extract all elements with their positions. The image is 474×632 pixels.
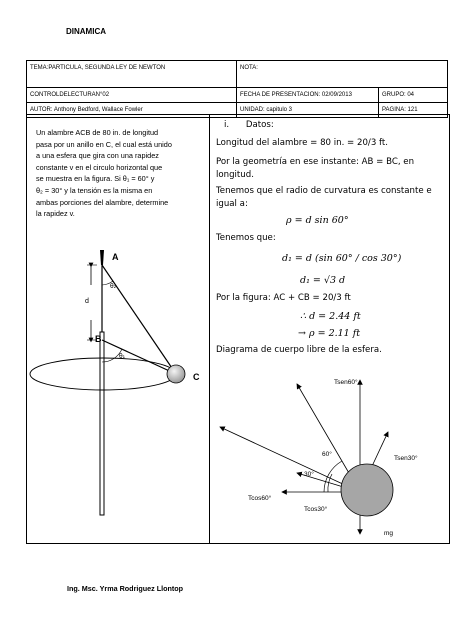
label-mg: mg [384,530,394,537]
fbd-caption: Diagrama de cuerpo libre de la esfera. [216,345,382,355]
label-theta2: θ₂ [110,283,117,290]
vertical-shaft [100,332,104,515]
footer-author: Ing. Msc. Yrma Rodriguez Llontop [67,584,184,593]
figure-sum-line: Por la figura: AC + CB = 20/3 ft [216,293,351,303]
problem-line: se muestra en la figura. Si θ₁ = 60° y [36,174,155,184]
label-d: d [85,298,89,305]
free-body-diagram [212,362,446,540]
unidad-cell: UNIDAD: capitulo 3 [237,103,379,118]
problem-line: pasa por un anillo en C, el cual está unido [36,139,172,149]
label-tcos60: Tcos60° [248,495,272,502]
problem-line: ambas porciones del alambre, determine [36,197,169,207]
label-b: B [95,334,102,344]
sphere-body [341,464,393,516]
geometry-line-2: longitud. [216,170,254,180]
label-theta1: θ₁ [119,353,126,360]
grupo-cell: GRUPO: 04 [379,88,448,103]
equation-d1: d₁ = √3 d [300,275,346,286]
pagina-cell: PAGINA: 121 [379,103,448,118]
label-tcos30: Tcos30° [304,506,328,513]
heading-label: Datos: [245,120,274,130]
label-angle-30: 30° [304,471,314,478]
problem-line: la rapidez v. [36,209,75,219]
control-cell: CONTROLDELECTURAN°02 [27,88,237,103]
tema-cell: TEMA:PARTICULA, SEGUNDA LEY DE NEWTON [27,61,237,88]
fecha-cell: FECHA DE PRESENTACION: 02/09/2013 [237,88,379,103]
tenemos-line: Tenemos que: [216,233,276,243]
header-table [26,60,448,118]
problem-line: a una esfera que gira con una rapidez [36,151,159,161]
nota-cell: NOTA: [237,61,448,88]
tension-30-arrow [220,427,360,492]
rotating-sphere-figure [27,240,207,540]
equation-rho-result: → ρ = 2.11 ft [298,328,361,339]
label-c: C [193,372,200,382]
problem-line: Un alambre ACB de 80 in. de longitud [36,128,159,137]
heading-datos [224,120,274,131]
radius-line-2: igual a: [216,199,248,209]
label-tsen60: Tsen60° [334,379,358,386]
heading-number: i. [224,120,230,130]
equation-rho: ρ = d sin 60° [286,215,349,226]
label-angle-60: 60° [322,451,332,458]
equation-d-result: ∴ d = 2.44 ft [300,311,361,322]
geometry-line-1: Por la geometría en ese instante: AB = BC, en [216,157,415,167]
equation-d1-ratio: d₁ = d (sin 60° / cos 30°) [282,253,402,264]
label-a: A [112,252,119,262]
sphere [167,365,185,383]
label-tsen30: Tsen30° [394,455,418,462]
problem-line: constante v en el circulo horizontal que [36,162,163,172]
problem-line: θ₂ = 30° y la tensión es la misma en [36,185,153,195]
autor-cell: AUTOR: Anthony Bedford, Wallace Fowler [27,103,237,118]
radius-line-1: Tenemos que el radio de curvatura es constante e [216,186,432,196]
support-a [100,250,104,265]
document-title: DINAMICA [66,27,106,36]
wire-length-line: Longitud del alambre = 80 in. = 20/3 ft. [216,138,388,148]
problem-statement [36,127,208,220]
